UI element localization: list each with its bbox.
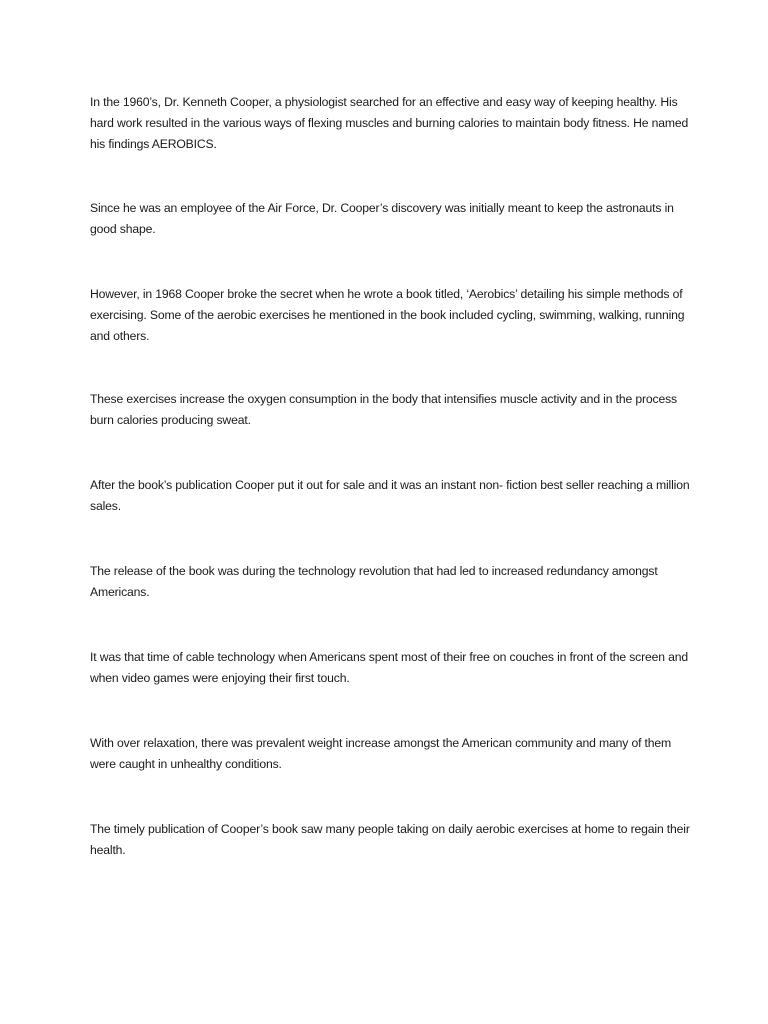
paragraph-8: With over relaxation, there was prevalent weight increase amongst the American community and many of them were caught in unhealthy conditions.: [90, 736, 672, 771]
paragraph-5: After the book’s publication Cooper put it out for sale and it was an instant non- fiction best seller reaching a million sales.: [90, 478, 690, 513]
paragraph-7: It was that time of cable technology when Americans spent most of their free on couches in front of the screen and when video games were enjoying their first touch.: [90, 650, 689, 685]
paragraph-2: Since he was an employee of the Air Force, Dr. Cooper’s discovery was initially meant to keep the astronauts in good shape.: [90, 201, 674, 236]
paragraph-3: However, in 1968 Cooper broke the secret when he wrote a book titled, ‘Aerobics’ detailing his simple methods of exercising. Some of the aerobic exercises he mentioned in the book included cycling, swimming, walking, running and others.: [90, 287, 685, 343]
paragraph-9: The timely publication of Cooper’s book saw many people taking on daily aerobic exercises at home to regain their health.: [90, 822, 690, 857]
paragraph-1: In the 1960’s, Dr. Kenneth Cooper, a physiologist searched for an effective and easy way of keeping healthy. His hard work resulted in the various ways of flexing muscles and burning calories to maintain body fitness. He named his findings AEROBICS.: [90, 95, 689, 151]
paragraph-6: The release of the book was during the technology revolution that had led to increased redundancy amongst Americans.: [90, 564, 658, 599]
paragraph-4: These exercises increase the oxygen consumption in the body that intensifies muscle activity and in the process burn calories producing sweat.: [90, 392, 677, 427]
